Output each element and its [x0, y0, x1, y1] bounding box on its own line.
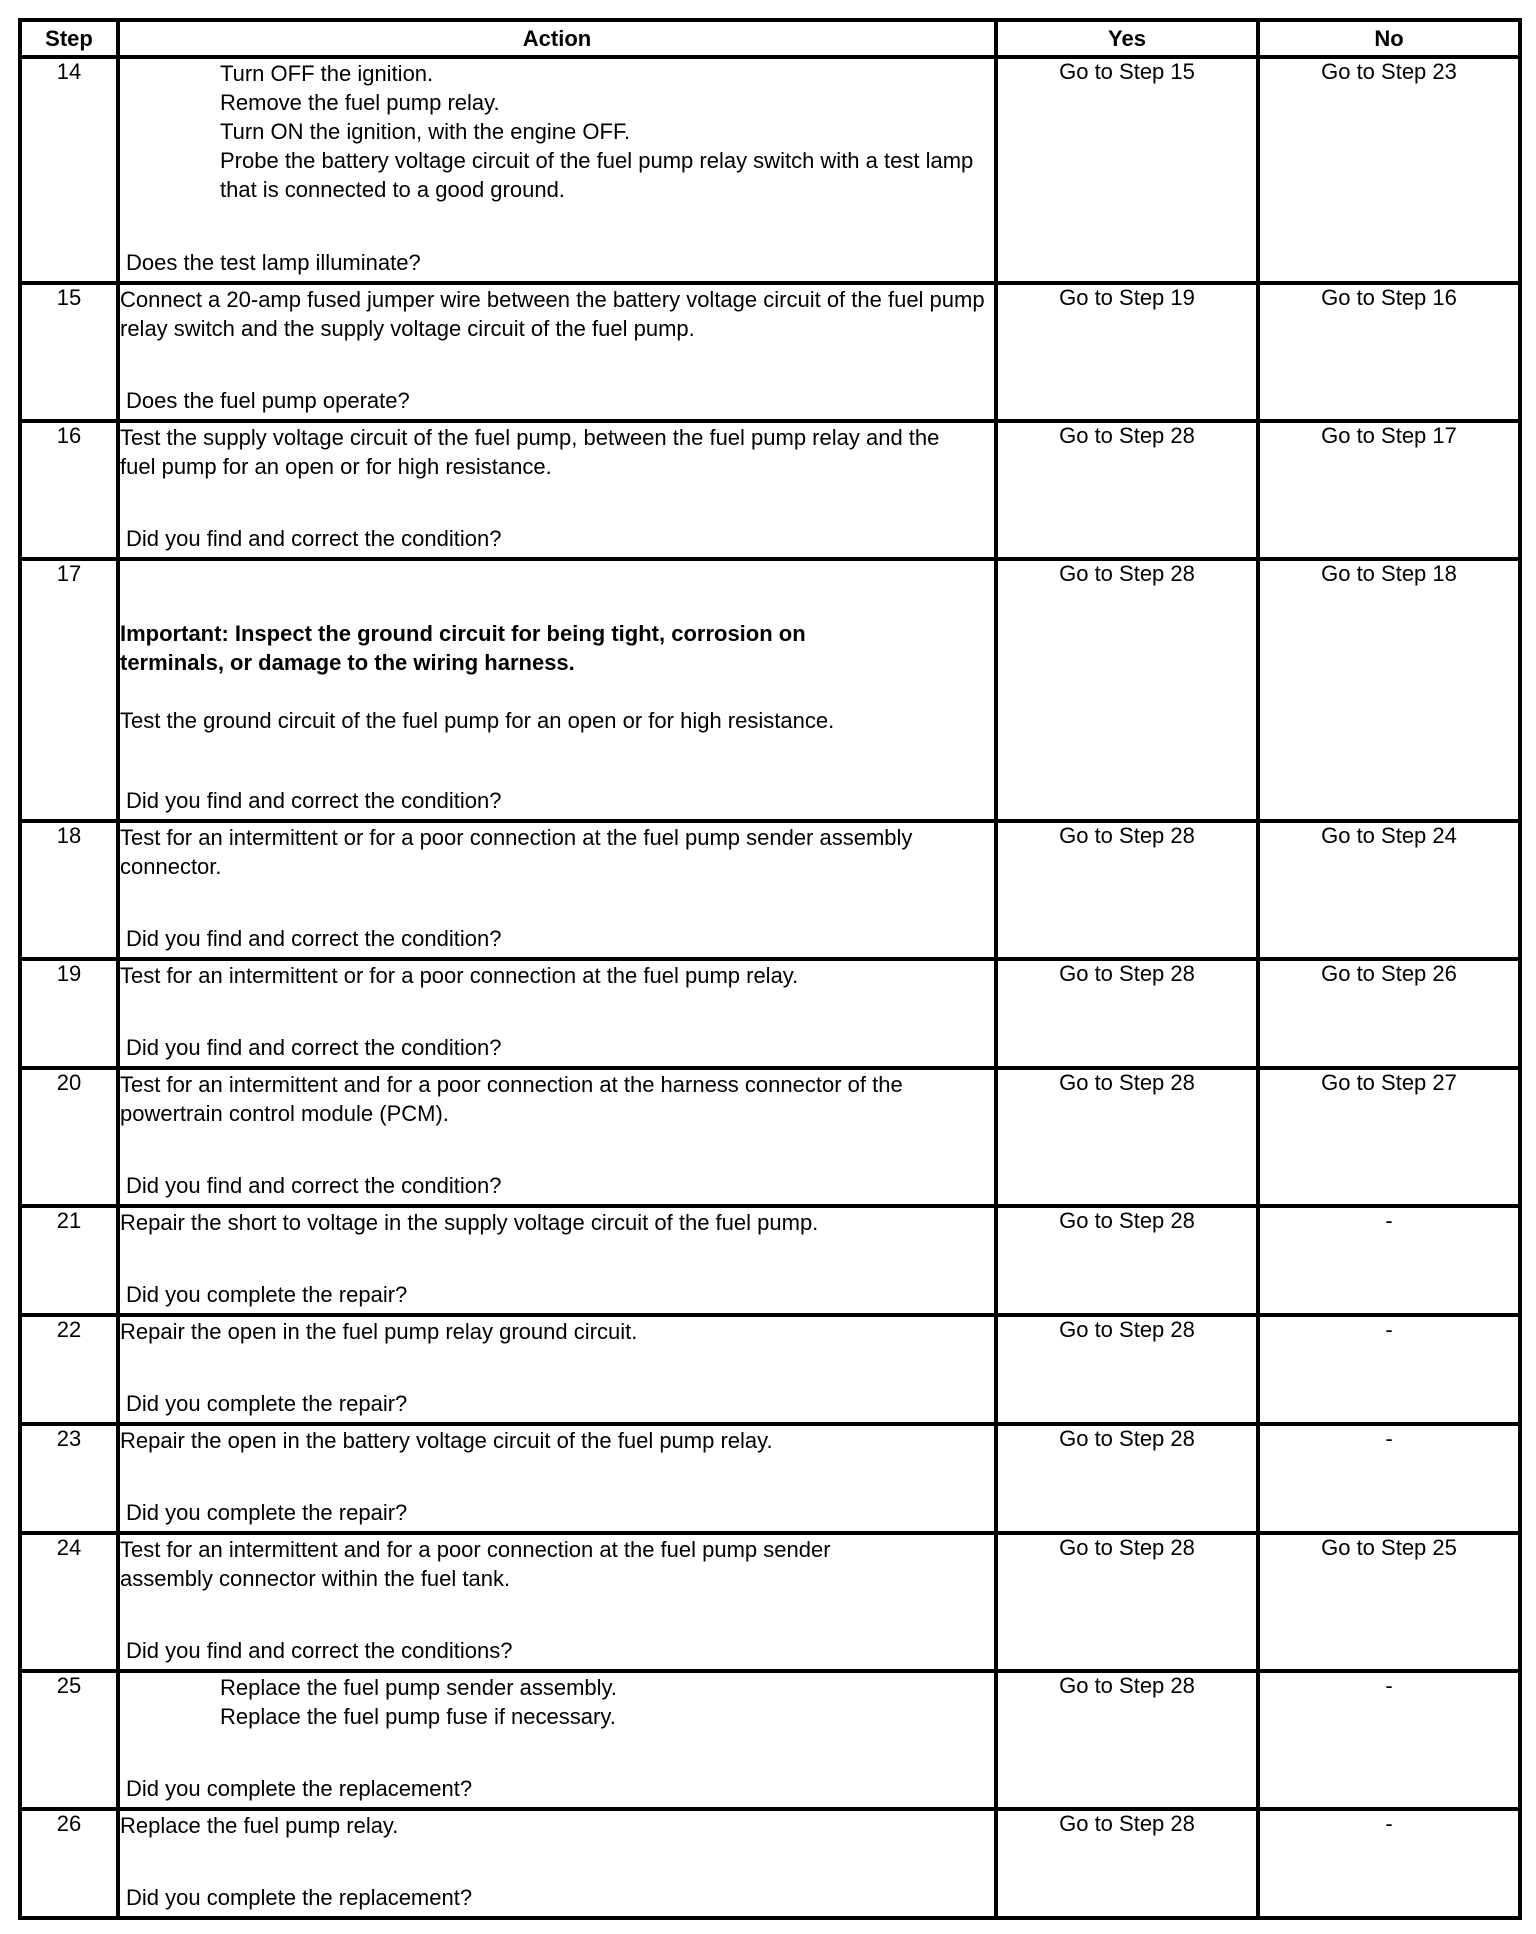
yes-result: Go to Step 15	[996, 57, 1258, 283]
action-cell	[118, 1424, 996, 1533]
step-number: 16	[20, 421, 118, 559]
action-cell	[118, 1671, 996, 1809]
question-text: Did you find and correct the condition?	[126, 926, 502, 951]
step-number: 21	[20, 1206, 118, 1315]
question-text: Did you find and correct the condition?	[126, 788, 502, 813]
instruction-line: Test for an intermittent and for a poor connection at the fuel pump sender assembly connector within the fuel tank.	[120, 1537, 831, 1591]
no-result: -	[1258, 1809, 1520, 1918]
no-result: Go to Step 24	[1258, 821, 1520, 959]
instruction-line: Test the ground circuit of the fuel pump for an open or for high resistance.	[120, 708, 835, 733]
table-row	[20, 1206, 1520, 1315]
action-cell	[118, 1533, 996, 1671]
action-cell	[118, 57, 996, 283]
table-row	[20, 1671, 1520, 1809]
no-result: Go to Step 17	[1258, 421, 1520, 559]
yes-result: Go to Step 28	[996, 559, 1258, 821]
question-text: Did you complete the replacement?	[126, 1776, 473, 1801]
yes-result: Go to Step 28	[996, 1533, 1258, 1671]
table-row	[20, 559, 1520, 821]
header-yes: Yes	[996, 20, 1258, 57]
yes-result: Go to Step 28	[996, 1206, 1258, 1315]
header-row	[20, 20, 1520, 57]
instruction-line: Replace the fuel pump fuse if necessary.	[220, 1704, 616, 1729]
no-result: Go to Step 27	[1258, 1068, 1520, 1206]
yes-result: Go to Step 28	[996, 1315, 1258, 1424]
yes-result: Go to Step 28	[996, 421, 1258, 559]
yes-result: Go to Step 28	[996, 1424, 1258, 1533]
action-cell	[118, 959, 996, 1068]
question-text: Did you complete the repair?	[126, 1500, 408, 1525]
step-number: 20	[20, 1068, 118, 1206]
instruction-line: Test for an intermittent and for a poor connection at the harness connector of the powertrain control module (PCM).	[120, 1072, 903, 1126]
table-row	[20, 57, 1520, 283]
yes-result: Go to Step 19	[996, 283, 1258, 421]
action-cell	[118, 559, 996, 821]
instruction-line: Connect a 20-amp fused jumper wire between the battery voltage circuit of the fuel pump relay switch and the supply voltage circuit of the fuel pump.	[120, 287, 985, 341]
instruction-line: Replace the fuel pump sender assembly.	[220, 1675, 618, 1700]
question-text: Did you complete the repair?	[126, 1391, 408, 1416]
no-result: Go to Step 25	[1258, 1533, 1520, 1671]
question-text: Did you complete the repair?	[126, 1282, 408, 1307]
instruction-line: Probe the battery voltage circuit of the fuel pump relay switch with a test lamp that is connected to a good ground.	[220, 148, 974, 202]
step-number: 26	[20, 1809, 118, 1918]
instruction-line: Repair the open in the battery voltage circuit of the fuel pump relay.	[120, 1428, 773, 1453]
step-number: 25	[20, 1671, 118, 1809]
instruction-line: Test for an intermittent or for a poor connection at the fuel pump sender assembly connector.	[120, 825, 913, 879]
action-cell	[118, 1809, 996, 1918]
step-number: 14	[20, 57, 118, 283]
step-number: 18	[20, 821, 118, 959]
table-row	[20, 821, 1520, 959]
no-result: Go to Step 18	[1258, 559, 1520, 821]
step-number: 19	[20, 959, 118, 1068]
step-number: 17	[20, 559, 118, 821]
instruction-line: Turn ON the ignition, with the engine OFF.	[220, 119, 631, 144]
no-result: -	[1258, 1315, 1520, 1424]
question-text: Does the fuel pump operate?	[126, 388, 410, 413]
header-no: No	[1258, 20, 1520, 57]
header-step: Step	[20, 20, 118, 57]
action-cell	[118, 821, 996, 959]
table-row	[20, 959, 1520, 1068]
yes-result: Go to Step 28	[996, 821, 1258, 959]
step-number: 24	[20, 1533, 118, 1671]
action-cell	[118, 1206, 996, 1315]
table-row	[20, 1809, 1520, 1918]
step-number: 22	[20, 1315, 118, 1424]
yes-result: Go to Step 28	[996, 959, 1258, 1068]
action-cell	[118, 421, 996, 559]
action-cell	[118, 283, 996, 421]
question-text: Did you find and correct the condition?	[126, 526, 502, 551]
instruction-line: Repair the short to voltage in the supply voltage circuit of the fuel pump.	[120, 1210, 819, 1235]
table-row	[20, 1315, 1520, 1424]
no-result: -	[1258, 1671, 1520, 1809]
no-result: Go to Step 26	[1258, 959, 1520, 1068]
action-cell	[118, 1068, 996, 1206]
table-row	[20, 421, 1520, 559]
instruction-line: Replace the fuel pump relay.	[120, 1813, 399, 1838]
no-result: Go to Step 23	[1258, 57, 1520, 283]
question-text: Did you find and correct the condition?	[126, 1035, 502, 1060]
question-text: Did you find and correct the condition?	[126, 1173, 502, 1198]
question-text: Does the test lamp illuminate?	[126, 250, 421, 275]
no-result: -	[1258, 1424, 1520, 1533]
yes-result: Go to Step 28	[996, 1068, 1258, 1206]
important-note: Important: Inspect the ground circuit for being tight, corrosion on terminals, or damage to the wiring harness.	[120, 621, 806, 675]
question-text: Did you find and correct the conditions?	[126, 1638, 513, 1663]
table-row	[20, 1533, 1520, 1671]
table-row	[20, 1424, 1520, 1533]
instruction-line: Test for an intermittent or for a poor connection at the fuel pump relay.	[120, 963, 799, 988]
no-result: Go to Step 16	[1258, 283, 1520, 421]
step-number: 23	[20, 1424, 118, 1533]
yes-result: Go to Step 28	[996, 1809, 1258, 1918]
table-row	[20, 283, 1520, 421]
instruction-line: Turn OFF the ignition.	[220, 61, 434, 86]
instruction-line: Repair the open in the fuel pump relay ground circuit.	[120, 1319, 638, 1344]
header-action: Action	[118, 20, 996, 57]
question-text: Did you complete the replacement?	[126, 1885, 473, 1910]
action-cell	[118, 1315, 996, 1424]
instruction-line: Remove the fuel pump relay.	[220, 90, 500, 115]
yes-result: Go to Step 28	[996, 1671, 1258, 1809]
no-result: -	[1258, 1206, 1520, 1315]
step-number: 15	[20, 283, 118, 421]
table-row	[20, 1068, 1520, 1206]
instruction-line: Test the supply voltage circuit of the fuel pump, between the fuel pump relay and the fuel pump for an open or for high resistance.	[120, 425, 940, 479]
diagnostic-table	[18, 18, 1522, 1920]
